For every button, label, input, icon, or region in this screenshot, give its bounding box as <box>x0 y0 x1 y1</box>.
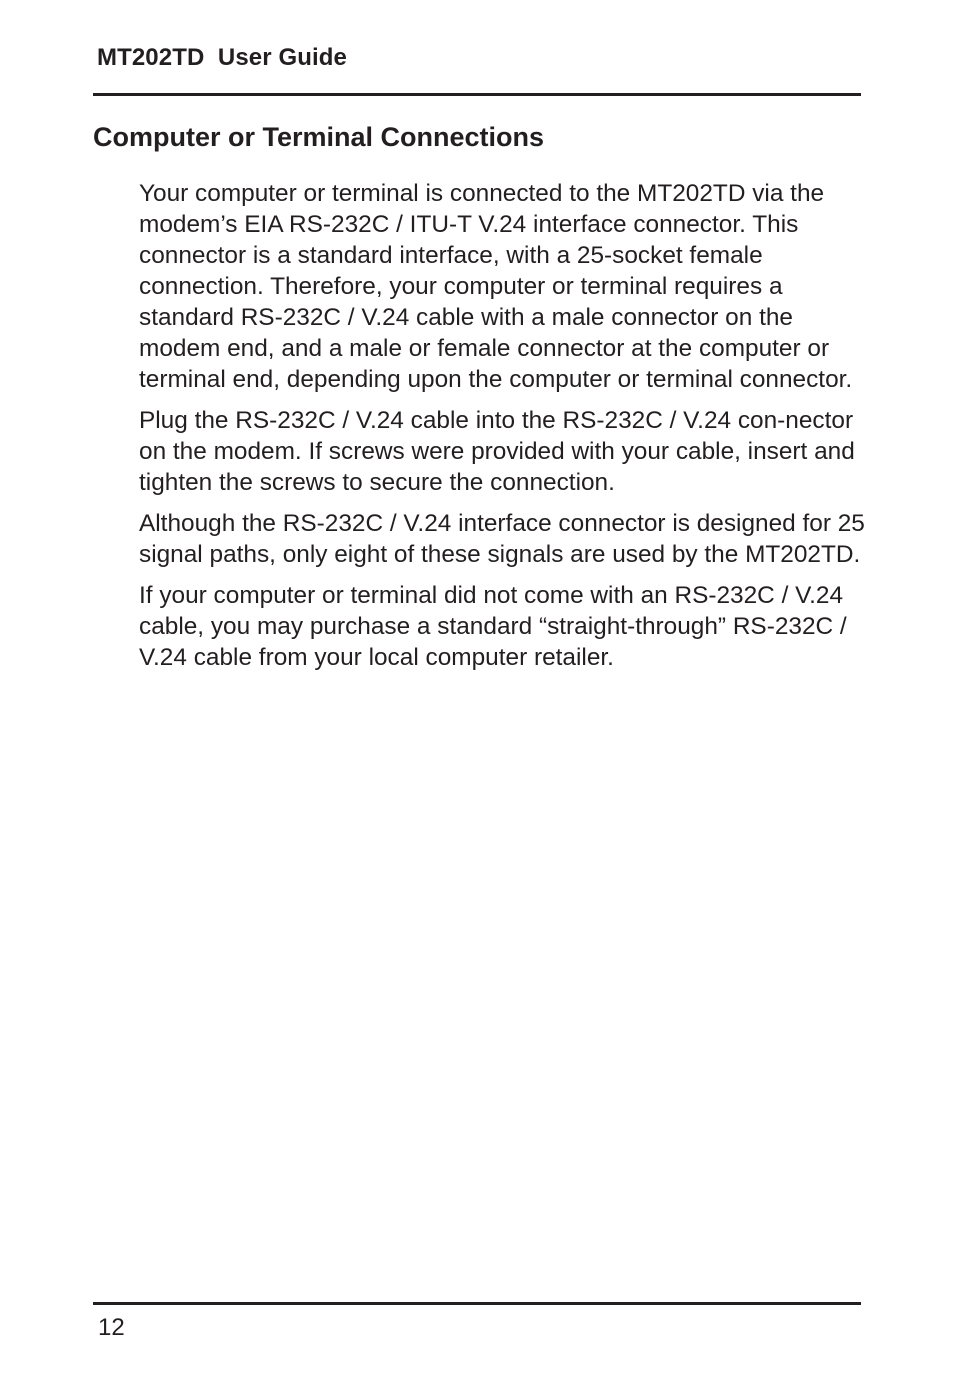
body-text <box>139 178 867 683</box>
running-header: MT202TD User Guide <box>97 44 347 71</box>
section-title: Computer or Terminal Connections <box>93 122 545 152</box>
paragraph-plug-cable: Plug the RS-232C / V.24 cable into the RS-232C / V.24 con-nector on the modem. If screws were provided with your cable, insert and tighten the screws to secure the connection. <box>139 407 855 496</box>
header-rule <box>93 93 861 96</box>
paragraph-signal-paths: Although the RS-232C / V.24 interface connector is designed for 25 signal paths, only eight of these signals are used by the MT202TD. <box>139 510 865 568</box>
page-number: 12 <box>98 1314 125 1341</box>
paragraph-connector-description: Your computer or terminal is connected to the MT202TD via the modem’s EIA RS-232C / ITU-T V.24 interface connector. This connector is a standard interface, with a 25-socket female connection. Therefore, your computer or terminal requires a standard RS-232C / V.24 cable with a male connector on the modem end, and a male or female connector at the computer or terminal end, depending upon the computer or terminal connector. <box>139 180 853 393</box>
paragraph-purchase-cable: If your computer or terminal did not come with an RS-232C / V.24 cable, you may purchase a standard “straight-through” RS-232C / V.24 cable from your local computer retailer. <box>139 582 847 671</box>
footer-rule <box>93 1302 861 1305</box>
